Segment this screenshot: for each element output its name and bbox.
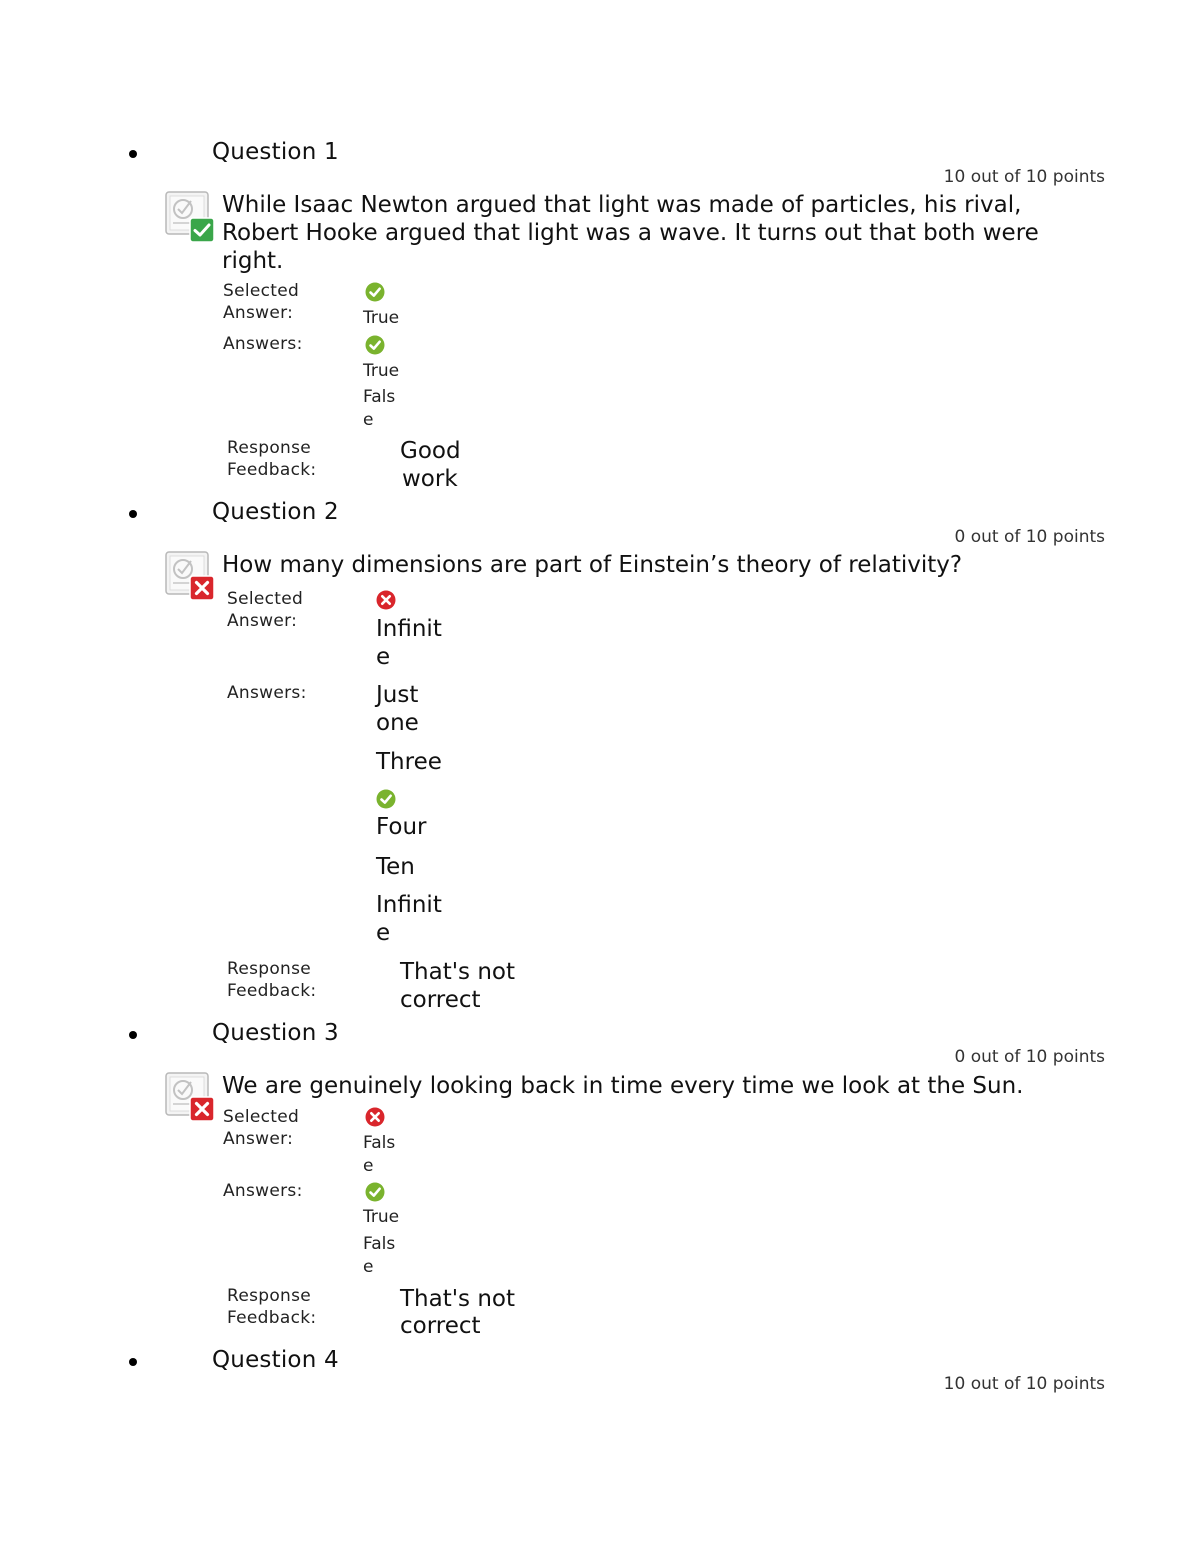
bullet-q4 xyxy=(129,1358,137,1366)
q2-selected-answer: Infinite xyxy=(376,616,442,670)
q2-answer-option: Ten xyxy=(376,854,415,880)
incorrect-x-icon xyxy=(365,1107,385,1127)
q3-selected-answer: False xyxy=(363,1133,396,1176)
bullet-q2 xyxy=(129,510,137,518)
question-2-text: How many dimensions are part of Einstein’s theory of relativity? xyxy=(222,552,963,578)
question-3-text: We are genuinely looking back in time every time we look at the Sun. xyxy=(222,1073,1024,1099)
question-status-icon-incorrect xyxy=(165,1072,213,1120)
response-feedback-label-line2: Feedback: xyxy=(227,460,317,480)
q1-answer-option: True xyxy=(363,361,400,381)
correct-check-icon xyxy=(376,789,396,809)
bullet-q3 xyxy=(129,1031,137,1039)
question-status-icon-incorrect xyxy=(165,551,213,599)
correct-check-icon xyxy=(365,282,385,302)
q2-answer-option: Three xyxy=(376,749,442,775)
selected-answer-label-line1: Selected xyxy=(227,589,304,609)
response-feedback-label-line1: Response xyxy=(227,959,312,979)
answers-label: Answers: xyxy=(227,683,307,703)
q2-answer-option: Infinite xyxy=(376,892,442,946)
q1-feedback-line2: work xyxy=(402,466,458,492)
question-1-points: 10 out of 10 points xyxy=(943,167,1105,187)
q1-selected-answer: True xyxy=(363,308,400,328)
response-feedback-label-line1: Response xyxy=(227,438,312,458)
q2-answer-option: Four xyxy=(376,814,427,840)
q3-answer-option: True xyxy=(363,1207,400,1227)
answers-label: Answers: xyxy=(223,1181,303,1201)
question-4-title: Question 4 xyxy=(212,1347,339,1373)
q2-answer-option: Just one xyxy=(376,682,419,736)
correct-check-icon xyxy=(365,1182,385,1202)
question-3-title: Question 3 xyxy=(212,1020,339,1046)
q3-feedback-line2: correct xyxy=(400,1313,481,1339)
question-2-points: 0 out of 10 points xyxy=(954,527,1105,547)
q2-feedback-line2: correct xyxy=(400,987,481,1013)
question-status-icon-correct xyxy=(165,191,213,239)
q3-answer-option: False xyxy=(363,1234,396,1277)
bullet-q1 xyxy=(129,150,137,158)
question-3-points: 0 out of 10 points xyxy=(954,1047,1105,1067)
question-1-title: Question 1 xyxy=(212,139,339,165)
response-feedback-label-line1: Response xyxy=(227,1286,312,1306)
q2-feedback-line1: That's not xyxy=(400,959,516,985)
correct-check-icon xyxy=(365,335,385,355)
selected-answer-label-line2: Answer: xyxy=(227,611,298,631)
selected-answer-label-line1: Selected xyxy=(223,1107,300,1127)
question-1-text: While Isaac Newton argued that light was made of particles, his rival, Robert Hooke argued that light was a wave. It turns out that both were right. xyxy=(222,192,1039,274)
selected-answer-label-line1: Selected xyxy=(223,281,300,301)
q1-feedback-line1: Good xyxy=(400,438,461,464)
answers-label: Answers: xyxy=(223,334,303,354)
incorrect-x-icon xyxy=(376,590,396,610)
question-2-title: Question 2 xyxy=(212,499,339,525)
question-4-points: 10 out of 10 points xyxy=(943,1374,1105,1394)
selected-answer-label-line2: Answer: xyxy=(223,303,294,323)
selected-answer-label-line2: Answer: xyxy=(223,1129,294,1149)
response-feedback-label-line2: Feedback: xyxy=(227,1308,317,1328)
q3-feedback-line1: That's not xyxy=(400,1286,516,1312)
q1-answer-option: False xyxy=(363,387,396,430)
response-feedback-label-line2: Feedback: xyxy=(227,981,317,1001)
